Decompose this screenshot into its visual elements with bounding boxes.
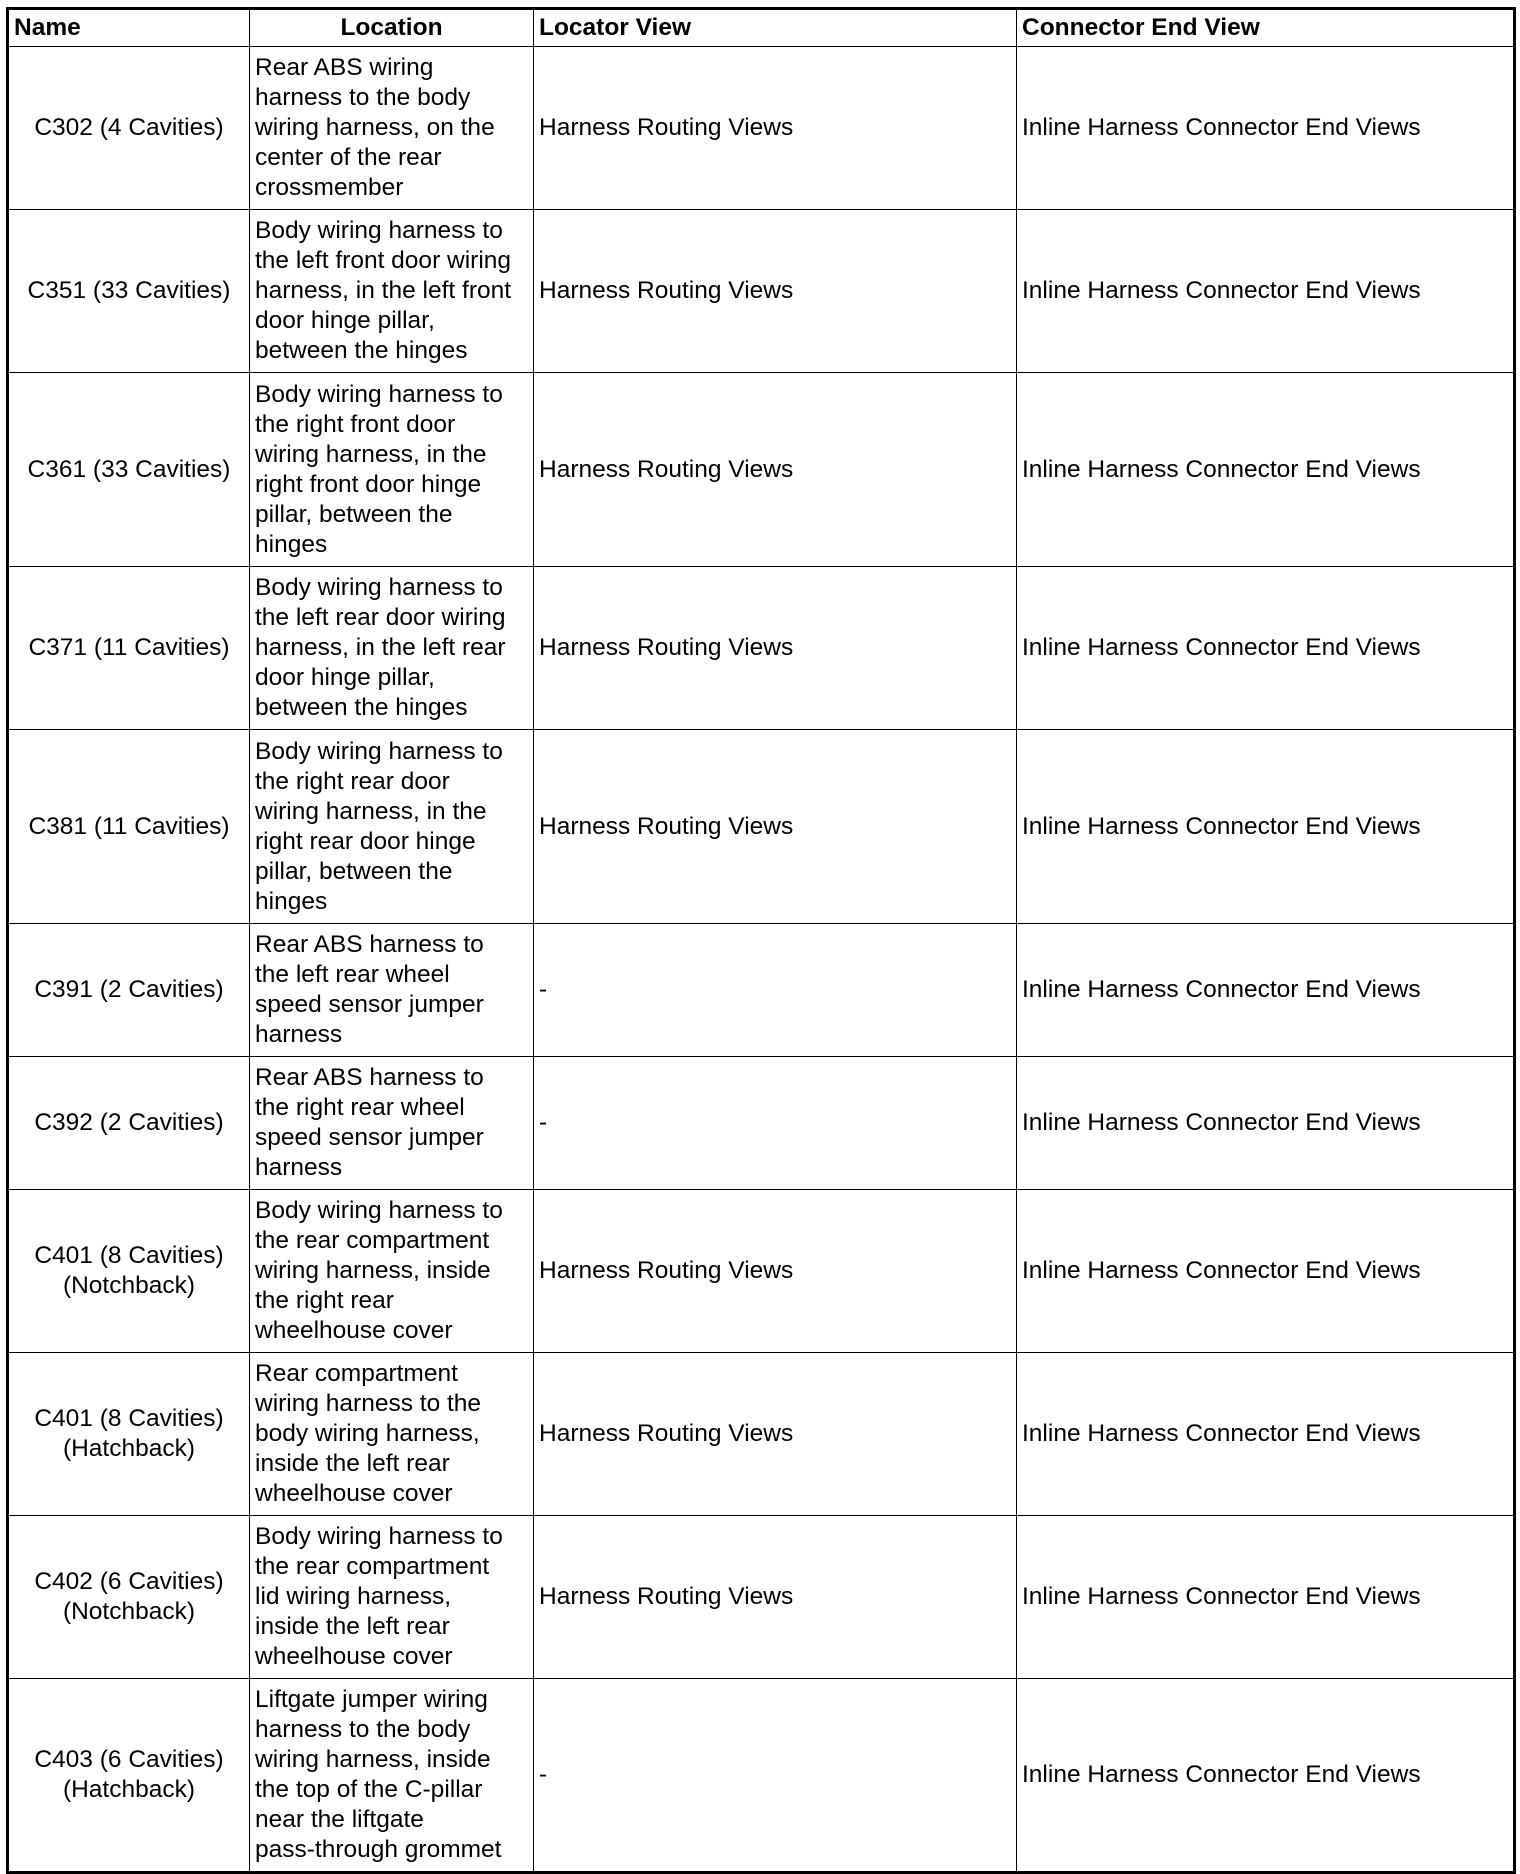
connector-name: C391 (2 Cavities) — [8, 924, 250, 1057]
locator-view-link[interactable]: Harness Routing Views — [534, 210, 1017, 373]
locator-view-link[interactable]: Harness Routing Views — [534, 1516, 1017, 1679]
connector-name: C371 (11 Cavities) — [8, 567, 250, 730]
header-name: Name — [8, 9, 250, 47]
connector-end-view-link[interactable]: Inline Harness Connector End Views — [1017, 373, 1515, 567]
locator-view-link[interactable]: Harness Routing Views — [534, 1353, 1017, 1516]
connector-end-view-link[interactable]: Inline Harness Connector End Views — [1017, 47, 1515, 210]
connector-table — [6, 7, 1516, 1874]
connector-name: C302 (4 Cavities) — [8, 47, 250, 210]
connector-end-view-link[interactable]: Inline Harness Connector End Views — [1017, 924, 1515, 1057]
header-location: Location — [250, 9, 534, 47]
connector-end-view-link[interactable]: Inline Harness Connector End Views — [1017, 1679, 1515, 1873]
connector-name: C403 (6 Cavities) (Hatchback) — [8, 1679, 250, 1873]
locator-view-link[interactable]: Harness Routing Views — [534, 373, 1017, 567]
connector-name: C401 (8 Cavities) (Hatchback) — [8, 1353, 250, 1516]
connector-end-view-link[interactable]: Inline Harness Connector End Views — [1017, 1057, 1515, 1190]
locator-view-link[interactable]: Harness Routing Views — [534, 567, 1017, 730]
connector-location: Body wiring harness to the right front door wiring harness, in the right front door hinge pillar, between the hinges — [250, 373, 534, 567]
connector-name: C361 (33 Cavities) — [8, 373, 250, 567]
connector-location: Liftgate jumper wiring harness to the body wiring harness, inside the top of the C-pillar near the liftgate pass-through grommet — [250, 1679, 534, 1873]
locator-view-empty: - — [534, 1057, 1017, 1190]
connector-end-view-link[interactable]: Inline Harness Connector End Views — [1017, 567, 1515, 730]
table-row — [8, 1679, 1515, 1873]
locator-view-link[interactable]: Harness Routing Views — [534, 47, 1017, 210]
table-header-row — [8, 9, 1515, 47]
locator-view-link[interactable]: Harness Routing Views — [534, 1190, 1017, 1353]
connector-location: Body wiring harness to the rear compartment wiring harness, inside the right rear wheelhouse cover — [250, 1190, 534, 1353]
header-locator-view: Locator View — [534, 9, 1017, 47]
table-row — [8, 1353, 1515, 1516]
table-row — [8, 924, 1515, 1057]
connector-name: C392 (2 Cavities) — [8, 1057, 250, 1190]
connector-location: Rear ABS harness to the right rear wheel speed sensor jumper harness — [250, 1057, 534, 1190]
connector-name: C351 (33 Cavities) — [8, 210, 250, 373]
table-row — [8, 373, 1515, 567]
table-row — [8, 1057, 1515, 1190]
connector-location: Rear compartment wiring harness to the body wiring harness, inside the left rear wheelhouse cover — [250, 1353, 534, 1516]
connector-end-view-link[interactable]: Inline Harness Connector End Views — [1017, 730, 1515, 924]
table-row — [8, 210, 1515, 373]
connector-location: Rear ABS harness to the left rear wheel speed sensor jumper harness — [250, 924, 534, 1057]
connector-location: Body wiring harness to the left front door wiring harness, in the left front door hinge pillar, between the hinges — [250, 210, 534, 373]
connector-location: Body wiring harness to the rear compartment lid wiring harness, inside the left rear wheelhouse cover — [250, 1516, 534, 1679]
connector-name: C402 (6 Cavities) (Notchback) — [8, 1516, 250, 1679]
table-row — [8, 567, 1515, 730]
connector-end-view-link[interactable]: Inline Harness Connector End Views — [1017, 1190, 1515, 1353]
connector-name: C381 (11 Cavities) — [8, 730, 250, 924]
connector-location: Body wiring harness to the left rear door wiring harness, in the left rear door hinge pillar, between the hinges — [250, 567, 534, 730]
locator-view-empty: - — [534, 1679, 1017, 1873]
table-row — [8, 47, 1515, 210]
locator-view-empty: - — [534, 924, 1017, 1057]
connector-end-view-link[interactable]: Inline Harness Connector End Views — [1017, 1353, 1515, 1516]
table-row — [8, 730, 1515, 924]
table-row — [8, 1190, 1515, 1353]
locator-view-link[interactable]: Harness Routing Views — [534, 730, 1017, 924]
connector-name: C401 (8 Cavities) (Notchback) — [8, 1190, 250, 1353]
connector-end-view-link[interactable]: Inline Harness Connector End Views — [1017, 1516, 1515, 1679]
header-connector-end-view: Connector End View — [1017, 9, 1515, 47]
connector-end-view-link[interactable]: Inline Harness Connector End Views — [1017, 210, 1515, 373]
table-row — [8, 1516, 1515, 1679]
connector-location: Body wiring harness to the right rear door wiring harness, in the right rear door hinge pillar, between the hinges — [250, 730, 534, 924]
connector-location: Rear ABS wiring harness to the body wiring harness, on the center of the rear crossmember — [250, 47, 534, 210]
